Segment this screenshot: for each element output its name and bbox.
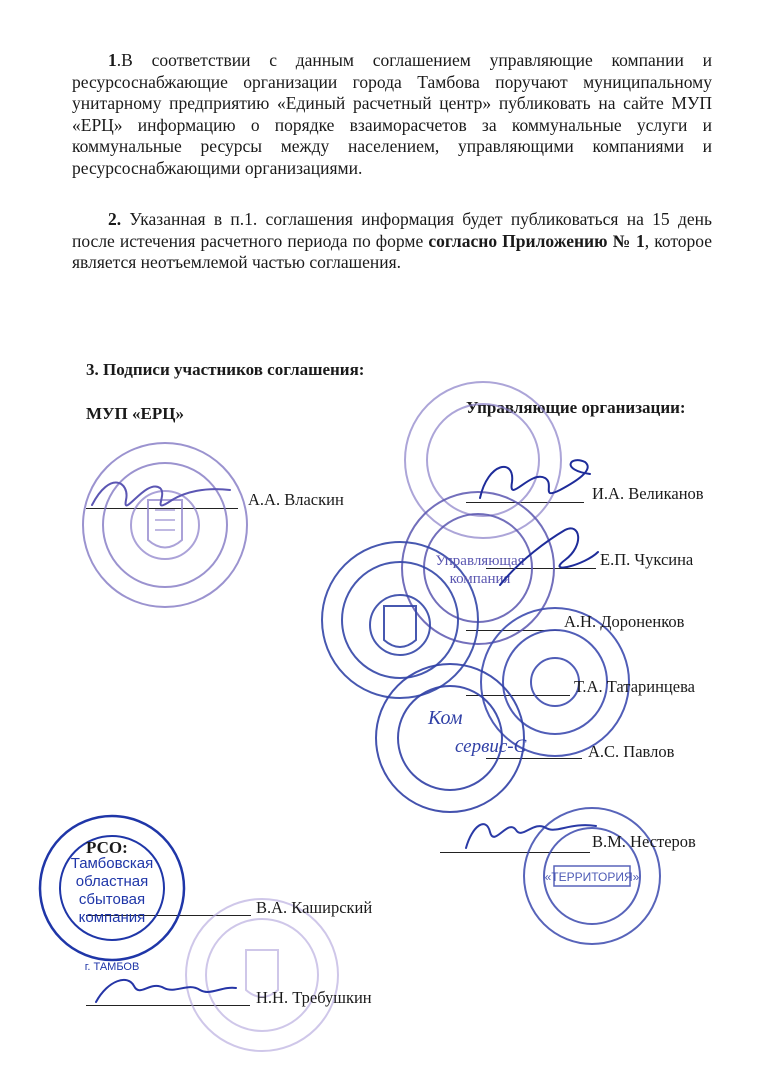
stamp-text-komp: компания bbox=[449, 571, 511, 587]
paragraph-2-tail: , которое является неотъемлемой частью соглашения. bbox=[72, 230, 713, 272]
stamp-text-line-1: Тамбовская bbox=[70, 855, 154, 872]
paragraph-1-text: .В соответствии с данным соглашением управляющие компании и ресурсоснабжающие организации города Тамбова поручают муниципальному унитарному предприятию «Единый расчетный центр» публиковать на сайте МУП «ЕРЦ» информацию о порядке взаиморасчетов за коммунальные услуги и коммунальные ресурсы между населением, управляющими компаниями и ресурсоснабжающими организациями. bbox=[72, 50, 712, 178]
stamp-text-servis: сервис-С bbox=[455, 736, 527, 757]
paragraph-1-number: 1 bbox=[108, 50, 117, 70]
party-right: Управляющие организации: bbox=[466, 398, 686, 417]
signatory-velikanov: И.А. Великанов bbox=[592, 484, 704, 503]
stamp-text-line-4: компания bbox=[78, 909, 146, 926]
stamp-text-city: г. ТАМБОВ bbox=[84, 961, 140, 973]
signature-line-tatarintseva bbox=[466, 695, 570, 696]
stamp-erc-bottom bbox=[186, 899, 338, 1051]
signatory-kashirsky: В.А. Каширский bbox=[256, 898, 373, 917]
signatory-doronenkov: А.Н. Дороненков bbox=[564, 612, 685, 631]
stamp-text-territoriya: «ТЕРРИТОРИЯ» bbox=[544, 870, 640, 884]
signatory-vlaskin: А.А. Власкин bbox=[248, 490, 344, 509]
stamp-text-upr: Управляющая bbox=[435, 553, 525, 569]
stamp-text-line-3: сбытовая bbox=[78, 891, 146, 908]
paragraph-2-text: Указанная в п.1. соглашения информация будет публиковаться на 15 день после истечения расчетного периода по форме bbox=[72, 209, 712, 251]
stamp-komservis-s bbox=[376, 664, 524, 812]
stamp-text-line-2: областная bbox=[75, 873, 149, 890]
paragraph-2 bbox=[72, 209, 712, 274]
stamp-erc-left bbox=[83, 443, 247, 607]
signatory-pavlov: А.С. Павлов bbox=[588, 742, 675, 761]
signature-line-nesterov bbox=[440, 852, 590, 853]
section-title: 3. Подписи участников соглашения: bbox=[86, 360, 365, 379]
signature-line-kashirsky bbox=[86, 915, 251, 916]
signatory-nesterov: В.М. Нестеров bbox=[592, 832, 696, 851]
signature-line-vlaskin bbox=[86, 508, 238, 509]
signature-vlaskin bbox=[92, 483, 230, 506]
signature-line-doronenkov bbox=[466, 630, 560, 631]
stamp-erc-center bbox=[322, 542, 478, 698]
signatory-trebushkin: Н.Н. Требушкин bbox=[256, 988, 372, 1007]
stamp-text-kom: Ком bbox=[428, 707, 463, 729]
signature-velikanov bbox=[480, 460, 590, 498]
stamp-territoriya bbox=[524, 808, 660, 944]
paragraph-2-number: 2. bbox=[108, 209, 122, 229]
signature-line-velikanov bbox=[466, 502, 584, 503]
signature-nesterov bbox=[466, 824, 596, 848]
paragraph-2-bold: согласно Приложению № 1 bbox=[428, 230, 645, 251]
paragraph-1 bbox=[72, 50, 712, 179]
signature-line-pavlov bbox=[486, 758, 582, 759]
signature-trebushkin bbox=[96, 980, 236, 1002]
signatory-tatarintseva: Т.А. Татаринцева bbox=[574, 677, 695, 696]
signature-chuksina bbox=[500, 528, 598, 585]
party-left: МУП «ЕРЦ» bbox=[86, 404, 184, 423]
signature-line-chuksina bbox=[486, 568, 596, 569]
party-rso: РСО: bbox=[86, 838, 128, 857]
signatory-chuksina: Е.П. Чуксина bbox=[600, 550, 694, 569]
signature-line-trebushkin bbox=[86, 1005, 250, 1006]
